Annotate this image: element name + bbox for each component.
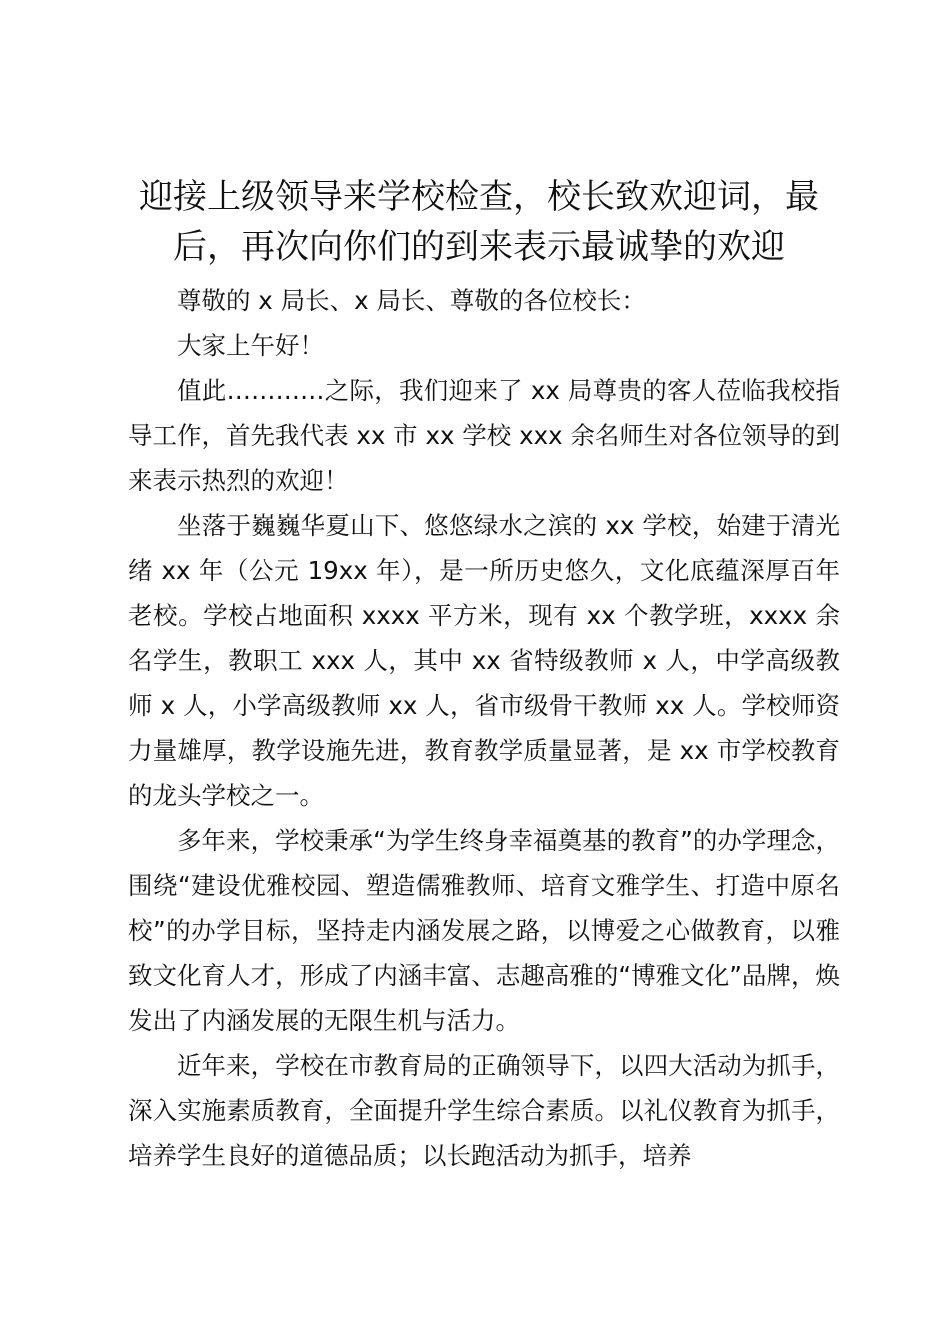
salutation-paragraph: 尊敬的 x 局长、x 局长、尊敬的各位校长： [177, 286, 646, 315]
document-body [128, 278, 840, 1178]
philosophy-paragraph: 多年来，学校秉承“为学生终身幸福奠基的教育”的办学理念，围绕“建设优雅校园、塑造儒雅教师、培育文雅学生、打造中原名校”的办学目标，坚持走内涵发展之路，以博爱之心做教育，以雅致文化育人才，形成了内涵丰富、志趣高雅的“博雅文化”品牌，焕发出了内涵发展的无限生机与活力。 [128, 826, 840, 1035]
recent-years-paragraph: 近年来，学校在市教育局的正确领导下，以四大活动为抓手，深入实施素质教育，全面提升学生综合素质。以礼仪教育为抓手，培养学生良好的道德品质；以长跑活动为抓手，培养 [128, 1051, 840, 1170]
welcome-paragraph: 值此…………之际，我们迎来了 xx 局尊贵的客人莅临我校指导工作，首先我代表 xx 市 xx 学校 xxx 余名师生对各位领导的到来表示热烈的欢迎！ [128, 376, 840, 495]
document-title: 迎接上级领导来学校检查，校长致欢迎词，最后，再次向你们的到来表示最诚挚的欢迎 [139, 177, 819, 267]
greeting-paragraph: 大家上午好！ [177, 331, 324, 360]
school-intro-paragraph: 坐落于巍巍华夏山下、悠悠绿水之滨的 xx 学校，始建于清光绪 xx 年（公元 19xx 年），是一所历史悠久，文化底蕴深厚百年老校。学校占地面积 xxxx 平方米，现有 xx 个教学班，xxxx 余名学生，教职工 xxx 人，其中 xx 省特级教师 x 人，中学高级教师 x 人，小学高级教师 xx 人，省市级骨干教师 xx 人。学校师资力量雄厚，教学设施先进，教育教学质量显著，是 xx 市学校教育的龙头学校之一。 [128, 511, 840, 810]
